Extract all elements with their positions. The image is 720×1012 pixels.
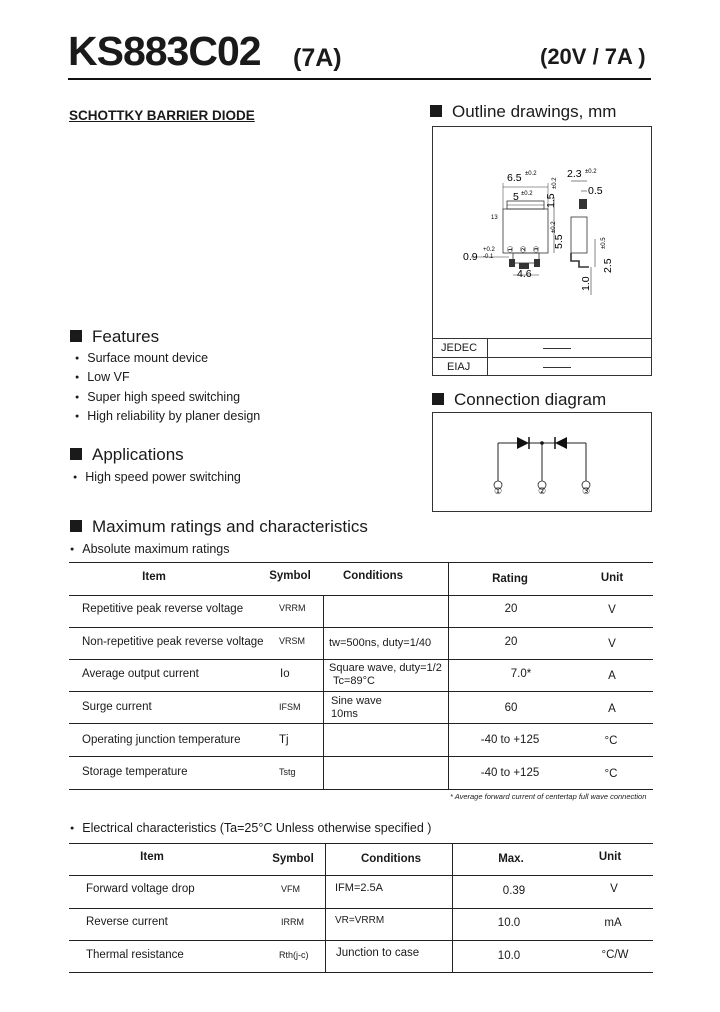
jedec-value-dash (543, 348, 571, 349)
col-conditions-header: Conditions (360, 853, 422, 865)
header-rule (68, 78, 651, 80)
table-row-symbol: VRSM (279, 636, 306, 646)
square-bullet-icon (70, 330, 82, 342)
pin2-label: ② (519, 245, 528, 253)
table-row-conditions: VR=VRRM (335, 915, 385, 926)
col-item-header: Item (142, 571, 166, 583)
side-view-tab (579, 199, 587, 209)
table-row-conditions: Tc=89°C (333, 675, 376, 687)
absolute-ratings-subtitle: ● Absolute maximum ratings (70, 542, 230, 556)
table-row-unit: °C (604, 735, 618, 747)
table-row-item: Reverse current (86, 916, 168, 928)
table-row-item: Average output current (82, 668, 199, 680)
table-row-symbol: Io (280, 668, 290, 680)
outline-title: Outline drawings, mm (452, 102, 617, 121)
outline-drawing-box (432, 126, 652, 376)
col-item-header: Item (140, 851, 164, 863)
square-bullet-icon (430, 105, 442, 117)
table-row-conditions: 10ms (331, 708, 358, 720)
table-row-conditions: tw=500ns, duty=1/40 (329, 637, 432, 649)
dim-55-tol: ±0.2 (551, 221, 557, 233)
dim-10-label: 1.0 (580, 276, 592, 291)
device-type-subtitle: SCHOTTKY BARRIER DIODE (69, 108, 255, 123)
col-rating-header: Rating (492, 573, 528, 585)
col-unit-header: Unit (600, 572, 624, 584)
connection-title: Connection diagram (454, 390, 607, 409)
diode-left-icon (517, 437, 529, 449)
table-row-unit: A (608, 670, 616, 682)
dim-15-tol: ±0.2 (552, 177, 558, 189)
table-row-rating: -40 to +125 (480, 734, 540, 746)
lead-left (509, 259, 515, 267)
col-symbol-header: Symbol (272, 853, 314, 865)
dim-09-tol: +0.2 (483, 247, 495, 253)
conn-pin1-label: ① (494, 486, 503, 496)
max-ratings-heading (70, 517, 368, 537)
square-bullet-icon (432, 393, 444, 405)
dim-15-label: 1.5 (545, 193, 557, 208)
table-row-symbol: IFSM (279, 702, 301, 712)
square-bullet-icon (70, 448, 82, 460)
table-row-item: Operating junction temperature (82, 734, 241, 746)
table-row-unit: V (608, 638, 616, 650)
lead-right (534, 259, 540, 267)
dim-5-label: 5 (513, 191, 519, 203)
table-row-unit: °C/W (601, 949, 629, 961)
table-row-symbol: VRRM (279, 603, 306, 613)
dim-65-label: 6.5 (507, 172, 522, 184)
applications-title: Applications (92, 445, 184, 464)
features-heading (70, 327, 159, 347)
table-row-max: 10.0 (497, 950, 521, 962)
table-row-rating: 20 (504, 636, 518, 648)
connection-heading (432, 390, 606, 410)
ref-13-label: 13 (491, 215, 498, 221)
eiaj-label: EIAJ (447, 361, 471, 373)
dim-46-label: 4.6 (517, 268, 532, 280)
junction-dot (540, 441, 544, 445)
dim-23-label: 2.3 (567, 168, 582, 180)
jedec-divider-top (433, 338, 652, 339)
table-row-rating: 7.0* (510, 668, 532, 680)
table-row-conditions: Sine wave (331, 695, 382, 707)
feature-item: ● High reliability by planer design (75, 409, 260, 423)
table-row-item: Non-repetitive peak reverse voltage (82, 636, 264, 648)
electrical-heading: ● Electrical characteristics (Ta=25°C Unless otherwise specified ) (70, 821, 431, 835)
jedec-divider (433, 357, 652, 358)
table-row-item: Thermal resistance (86, 949, 184, 961)
square-bullet-icon (70, 520, 82, 532)
table-row-rating: 20 (504, 603, 518, 615)
conn-pin2-label: ② (538, 486, 547, 496)
connection-diagram-box (432, 412, 652, 512)
max-ratings-title: Maximum ratings and characteristics (92, 517, 368, 536)
table-row-conditions: Square wave, duty=1/2 (329, 662, 442, 674)
applications-heading (70, 445, 184, 465)
pin3-label: ③ (532, 245, 541, 253)
part-number: KS883C02 (68, 28, 261, 74)
jedec-column-divider (487, 338, 488, 376)
table-row-symbol: VFM (281, 884, 300, 894)
table-row-item: Surge current (82, 701, 152, 713)
table-row-symbol: IRRM (281, 917, 304, 927)
ratings-footnote: * Average forward current of centertap full wave connection (450, 792, 647, 801)
table-row-item: Repetitive peak reverse voltage (82, 603, 244, 615)
outline-drawing (433, 127, 653, 377)
dim-25-tol: ±0.5 (601, 237, 607, 249)
dim-25-label: 2.5 (602, 258, 614, 273)
dim-65-tol: ±0.2 (525, 171, 537, 177)
feature-item: ● Low VF (75, 370, 130, 384)
part-current-suffix: (7A) (293, 44, 342, 72)
conn-pin3-label: ③ (582, 486, 591, 496)
table-row-conditions: Junction to case (336, 947, 420, 959)
col-unit-header: Unit (598, 851, 622, 863)
feature-item: ● Surface mount device (75, 351, 208, 365)
dim-23-tol: ±0.2 (585, 169, 597, 175)
table-row-symbol: Tstg (279, 767, 296, 777)
table-row-max: 0.39 (502, 885, 526, 897)
table-row-unit: mA (604, 917, 622, 929)
part-rating: (20V / 7A ) (540, 44, 646, 69)
dim-09-label: 0.9 (463, 251, 478, 263)
table-row-item: Storage temperature (82, 766, 188, 778)
table-row-unit: °C (604, 768, 618, 780)
dim-55-label: 5.5 (553, 234, 565, 249)
connection-diagram (433, 413, 653, 513)
table-row-max: 10.0 (497, 917, 521, 929)
table-row-unit: V (608, 604, 616, 616)
side-view-lead (571, 253, 589, 267)
col-symbol-header: Symbol (269, 570, 311, 582)
dim-05-label: 0.5 (588, 185, 603, 197)
eiaj-value-dash (543, 367, 571, 368)
table-row-rating: 60 (504, 702, 518, 714)
table-row-unit: A (608, 703, 616, 715)
diode-right-icon (555, 437, 567, 449)
outline-heading (430, 102, 616, 122)
jedec-label: JEDEC (441, 342, 478, 354)
dim-09-tol2: -0.1 (483, 254, 494, 260)
table-row-rating: -40 to +125 (480, 767, 540, 779)
table-row-unit: V (610, 883, 618, 895)
features-title: Features (92, 327, 160, 346)
table-row-symbol: Rth(j-c) (279, 950, 309, 960)
table-row-item: Forward voltage drop (86, 883, 195, 895)
feature-item: ● Super high speed switching (75, 390, 240, 404)
pin1-label: ① (506, 245, 515, 253)
col-max-header: Max. (498, 853, 524, 865)
application-item: ● High speed power switching (73, 470, 241, 484)
table-row-symbol: Tj (279, 734, 289, 746)
table-row-conditions: IFM=2.5A (335, 882, 383, 894)
side-view-body (571, 217, 587, 253)
col-conditions-header: Conditions (342, 570, 404, 582)
dim-5-tol: ±0.2 (521, 191, 533, 197)
